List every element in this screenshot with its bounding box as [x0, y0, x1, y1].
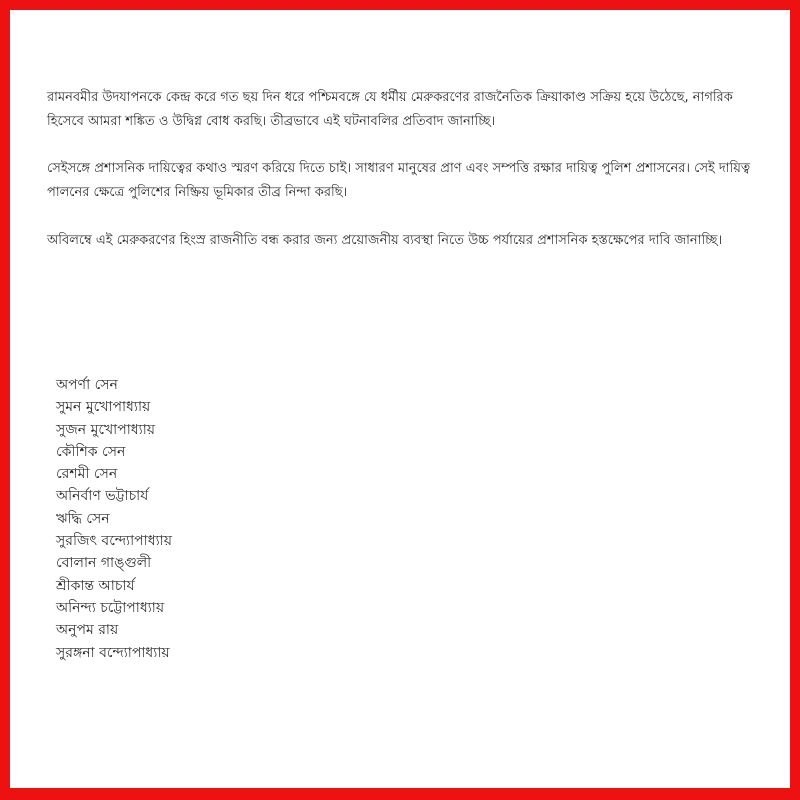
signatory-name: অপর্ণা সেন: [56, 377, 118, 393]
signatory-name: সুমন মুখোপাধ্যায়: [56, 399, 151, 416]
signatory-name: রেশমী সেন: [56, 466, 118, 483]
statement-paragraph-1: রামনবমীর উদযাপনকে কেন্দ্র করে গত ছয় দিন ধরে পশ্চিমবঙ্গে যে ধর্মীয় মেরুকরণের রাজনৈতিক ক্রিয়াকাণ্ড সক্রিয় হয়ে উঠেছে, নাগরিক হিসেবে আমরা শঙ্কিত ও উদ্বিগ্ন বোধ করছি। তীব্রভাবে এই ঘটনাবলির প্রতিবাদ জানাচ্ছি।: [47, 90, 733, 129]
signatory-list: [56, 374, 172, 664]
signatory-name: কৌশিক সেন: [56, 443, 126, 460]
signatory-name: অনুপম রায়: [56, 622, 119, 639]
signatory-name: সুরজিৎ বন্দ্যোপাধ্যায়: [56, 533, 172, 550]
signatory-name: ঋদ্ধি সেন: [56, 510, 110, 527]
signatory-name: সুরঙ্গনা বন্দ্যোপাধ্যায়: [56, 644, 170, 661]
statement-paragraph-3: অবিলম্বে এই মেরুকরণের হিংস্র রাজনীতি বন্ধ করার জন্য প্রয়োজনীয় ব্যবস্থা নিতে উচ্চ পর্যায়ের প্রশাসনিক হস্তক্ষেপের দাবি জানাচ্ছি।: [47, 233, 723, 248]
statement-paragraph-2: সেইসঙ্গে প্রশাসনিক দায়িত্বের কথাও স্মরণ করিয়ে দিতে চাই। সাধারণ মানুষের প্রাণ এবং সম্পত্তি রক্ষার দায়িত্ব পুলিশ প্রশাসনের। সেই দায়িত্ব পালনের ক্ষেত্রে পুলিশের নিষ্ক্রিয় ভূমিকার তীব্র নিন্দা করছি।: [47, 161, 751, 200]
signatory-name: সুজন মুখোপাধ্যায়: [56, 421, 156, 438]
signatory-name: বোলান গাঙ্গুলী: [56, 555, 152, 572]
signatory-name: অনিন্দ্য চট্টোপাধ্যায়: [56, 599, 165, 616]
signatory-name: অনির্বাণ ভট্টাচার্য: [56, 488, 149, 505]
signatory-name: শ্রীকান্ত আচার্য: [56, 577, 135, 594]
